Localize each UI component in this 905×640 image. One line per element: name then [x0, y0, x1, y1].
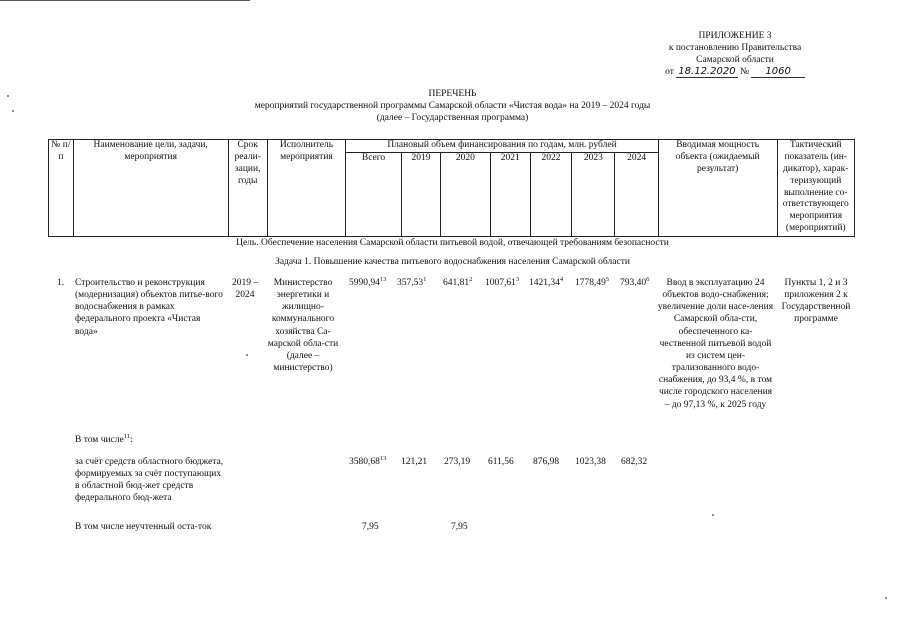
- scan-speck: [7, 95, 9, 97]
- row1-name: Строительство и реконструкция (модернизация) объектов питье-вого водоснабжения в рамках федерального проекта «Чистая вода»: [75, 278, 223, 337]
- scan-top-line: [0, 0, 250, 1]
- row1-2022: 1421,34$^4$: [529, 275, 564, 288]
- handwritten-date: 18.12.2020: [678, 66, 736, 78]
- scan-speck: [12, 110, 14, 112]
- plan-table-header: [48, 139, 855, 237]
- scan-speck: [246, 354, 248, 356]
- row1-2020: 641,81$^2$: [443, 275, 473, 288]
- number-prefix: №: [739, 67, 750, 78]
- appendix-line: к постановлению Правительства: [668, 43, 802, 54]
- task-line: Задача 1. Повышение качества питьевого водоснабжения населения Самарской области: [275, 257, 630, 267]
- scan-speck: [885, 597, 887, 599]
- row2-2020: 273,19: [444, 457, 471, 467]
- header-num: № п/п: [49, 140, 74, 237]
- row1-2023: 1778,49$^5$: [575, 275, 610, 288]
- row2-2022: 876,98: [533, 457, 560, 467]
- header-year: 2024: [615, 152, 658, 236]
- row2-name: за счёт средств областного бюджета, формируемых за счёт поступающих в областной бюд-жет средств федерального бюд-жета: [75, 457, 224, 504]
- appendix-date-line: [655, 66, 815, 79]
- header-year: 2019: [401, 152, 440, 236]
- row1-2024: 793,40$^6$: [620, 275, 650, 288]
- appendix-title: ПРИЛОЖЕНИЕ 3: [698, 31, 772, 41]
- row1-total: 5990,94$^{13}$: [349, 275, 387, 288]
- appendix-block: [655, 30, 815, 79]
- row2-2023: 1023,38: [575, 457, 606, 467]
- header-indicator: Тактический показатель (ин-дикатор), харак-теризующий выполнение со-ответствующего мероприятия (мероприятий): [777, 140, 855, 237]
- scan-speck: [712, 514, 714, 516]
- header-capacity: Вводимая мощность объекта (ожидаемый результат): [658, 140, 777, 237]
- document-title: [0, 88, 905, 124]
- header-term: Срок реали-зации, годы: [228, 140, 267, 237]
- row1-num: 1.: [57, 278, 65, 288]
- header-executor: Исполнитель мероприятия: [267, 140, 345, 237]
- header-year: 2020: [441, 152, 491, 236]
- title-heading: ПЕРЕЧЕНЬ: [428, 89, 477, 99]
- row2-2019: 121,21: [401, 457, 428, 467]
- goal-line: Цель. Обеспечение населения Самарской области питьевой водой, отвечающей требованиям безопасности: [236, 238, 669, 248]
- row1-capacity: Ввод в эксплуатацию 24 объектов водо-снабжения; увеличение доли насе-ления Самарской обла-сти, обеспеченного ка-чественной питьевой водой из систем цен-трализованного водо-снабжения, до 93,4 %, в том числе городского населения – до 97,13 %, к 2025 году: [657, 278, 774, 410]
- header-year: 2022: [530, 152, 571, 236]
- row3-2020: 7,95: [451, 522, 468, 532]
- row1-executor: Министерство энергетики и жилищно-коммунального хозяйства Са-марской обла-сти (далее – министерство): [267, 278, 339, 374]
- title-note: (далее – Государственная программа): [376, 113, 529, 124]
- header-name: Наименование цели, задачи, мероприятия: [73, 140, 228, 237]
- appendix-line: Самарской области: [696, 55, 774, 66]
- header-total: Всего: [346, 152, 402, 236]
- row1-2019: 357,53$^1$: [397, 275, 427, 288]
- header-year: 2023: [572, 152, 615, 236]
- row3-name: В том числе неучтенный оста-ток: [75, 522, 212, 532]
- row2-2021: 611,56: [488, 457, 514, 467]
- row1-2021: 1007,61$^3$: [485, 275, 520, 288]
- row2-total: 3580,68$^{13}$: [349, 454, 387, 467]
- date-prefix: от: [665, 67, 674, 78]
- handwritten-number: 1060: [751, 66, 804, 78]
- row1-indicator: Пункты 1, 2 и 3 приложения 2 к Государственной программе: [781, 278, 851, 325]
- row2-2024: 682,32: [621, 457, 648, 467]
- including-label: В том числе$^{11}$:: [75, 432, 133, 445]
- header-funding: Плановый объем финансирования по годам, млн. рублей: [346, 140, 659, 153]
- title-subheading: мероприятий государственной программы Самарской области «Чистая вода» на 2019 – 2024 годы: [254, 101, 651, 112]
- header-year: 2021: [490, 152, 530, 236]
- row3-total: 7,95: [362, 522, 379, 532]
- row1-term: 2019 – 2024: [231, 278, 259, 301]
